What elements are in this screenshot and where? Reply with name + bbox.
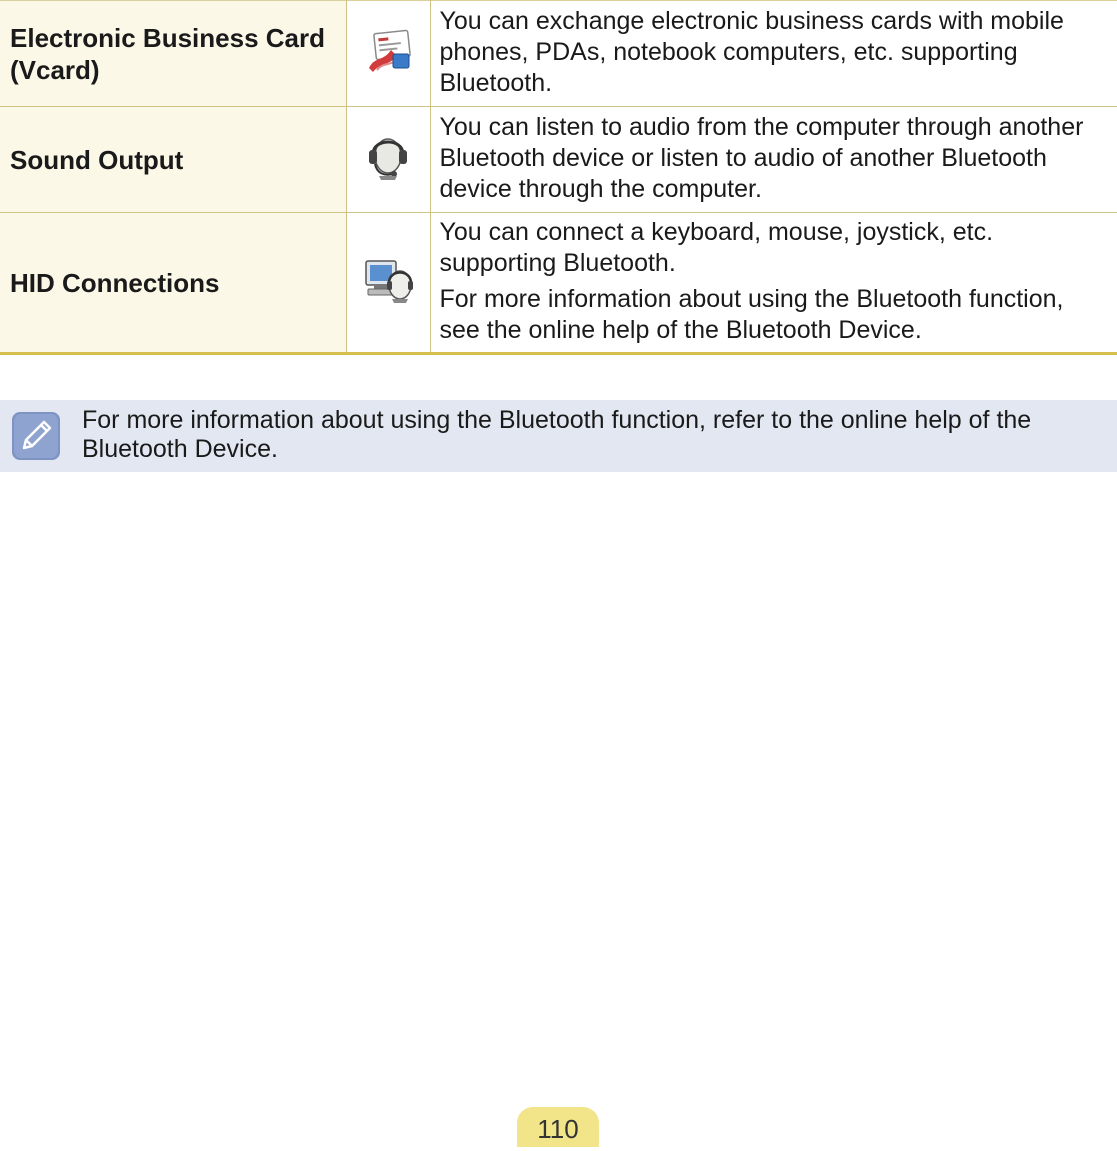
note-box xyxy=(0,400,1117,472)
service-name: HID Connections xyxy=(0,213,346,354)
service-description: For more information about using the Bluetooth function, see the online help of the Bluetooth Device. xyxy=(439,285,1064,344)
service-name: Electronic Business Card (Vcard) xyxy=(0,1,346,107)
table-row xyxy=(0,213,1117,354)
note-text: For more information about using the Bluetooth function, refer to the online help of the Bluetooth Device. xyxy=(82,406,1032,463)
bluetooth-services-table xyxy=(0,0,1117,355)
business-card-icon xyxy=(363,28,413,74)
service-description: You can exchange electronic business cards with mobile phones, PDAs, notebook computers, etc. supporting Bluetooth. xyxy=(439,7,1064,97)
pencil-note-icon xyxy=(12,412,60,460)
hid-devices-icon xyxy=(362,255,414,305)
service-description: You can listen to audio from the computer through another Bluetooth device or listen to audio of another Bluetooth device through the computer. xyxy=(439,113,1084,203)
page-number: 110 xyxy=(517,1107,599,1147)
table-row xyxy=(0,1,1117,107)
table-row xyxy=(0,107,1117,213)
headset-icon xyxy=(365,132,411,182)
service-name: Sound Output xyxy=(0,107,346,213)
service-description: You can connect a keyboard, mouse, joystick, etc. supporting Bluetooth. xyxy=(439,218,994,277)
